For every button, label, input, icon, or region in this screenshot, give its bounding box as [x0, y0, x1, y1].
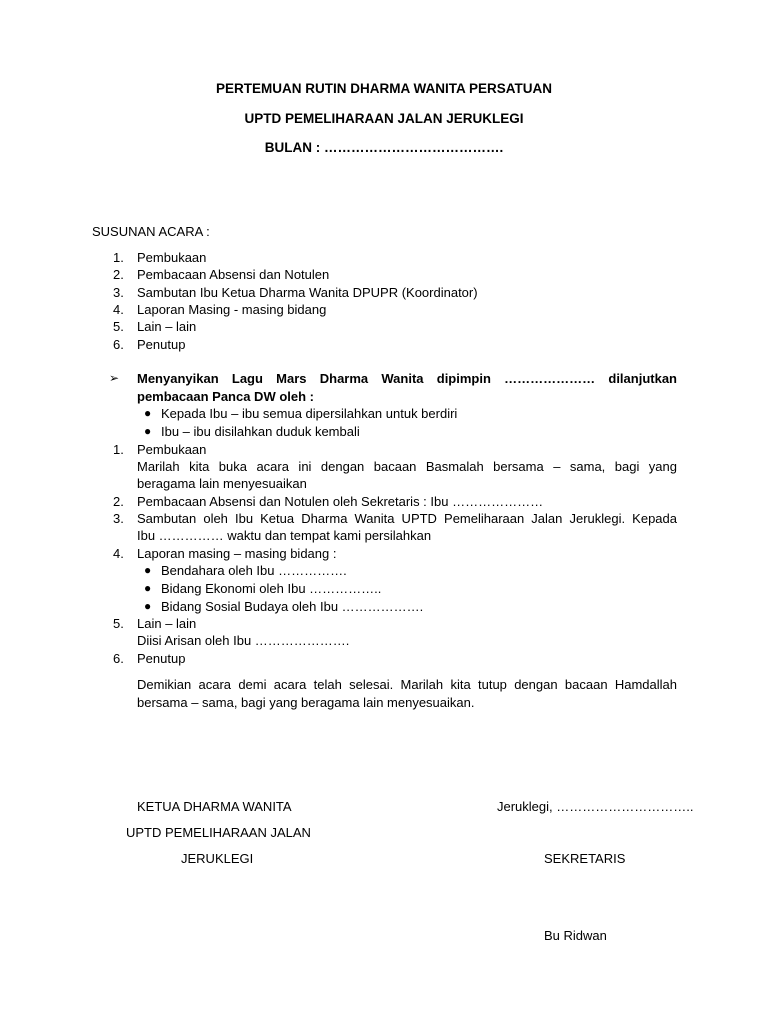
- list-item: Pembukaan: [137, 442, 207, 457]
- closing-line: bersama – sama, bagi yang beragama lain menyesuaikan.: [137, 695, 475, 710]
- list-number: 4.: [113, 546, 124, 561]
- list-item: Sambutan Ibu Ketua Dharma Wanita DPUPR (Koordinator): [137, 285, 478, 300]
- bullet-item: Kepada Ibu – ibu semua dipersilahkan untuk berdiri: [161, 406, 458, 421]
- list-item: Laporan Masing - masing bidang: [137, 302, 327, 317]
- bullet-icon: ●: [144, 424, 152, 438]
- list-number: 1.: [113, 442, 124, 457]
- paragraph-line: Diisi Arisan oleh Ibu ………………….: [137, 633, 350, 648]
- list-number: 6.: [113, 651, 124, 666]
- arrow-bullet-icon: ➢: [109, 371, 120, 385]
- signature-right-title: SEKRETARIS: [544, 851, 626, 866]
- list-item: Pembacaan Absensi dan Notulen oleh Sekretaris : Ibu …………………: [137, 494, 544, 509]
- bullet-icon: ●: [144, 563, 152, 577]
- list-number: 2.: [113, 267, 124, 282]
- list-number: 3.: [113, 511, 124, 526]
- signature-left-title: KETUA DHARMA WANITA: [137, 799, 292, 814]
- list-number: 6.: [113, 337, 124, 352]
- list-item: Lain – lain: [137, 319, 197, 334]
- list-number: 4.: [113, 302, 124, 317]
- list-item: Pembacaan Absensi dan Notulen: [137, 267, 330, 282]
- signature-name: Bu Ridwan: [544, 928, 607, 943]
- list-item: Laporan masing – masing bidang :: [137, 546, 337, 561]
- paragraph-line: Ibu …………… waktu dan tempat kami persilahkan: [137, 528, 432, 543]
- list-item: Sambutan oleh Ibu Ketua Dharma Wanita UPTD Pemeliharaan Jalan Jeruklegi. Kepada: [137, 511, 677, 526]
- bullet-item: Ibu – ibu disilahkan duduk kembali: [161, 424, 360, 439]
- signature-left-title: UPTD PEMELIHARAAN JALAN: [126, 825, 311, 840]
- paragraph-line: Marilah kita buka acara ini dengan bacaan Basmalah bersama – sama, bagi yang: [137, 459, 677, 474]
- list-item: Lain – lain: [137, 616, 197, 631]
- list-number: 5.: [113, 616, 124, 631]
- section-heading: SUSUNAN ACARA :: [92, 224, 210, 239]
- title-line-3: BULAN : ………………………………….: [264, 140, 504, 155]
- list-number: 5.: [113, 319, 124, 334]
- paragraph-line: Menyanyikan Lagu Mars Dharma Wanita dipimpin ………………… dilanjutkan: [137, 371, 677, 386]
- bullet-icon: ●: [144, 581, 152, 595]
- bullet-icon: ●: [144, 599, 152, 613]
- list-item: Penutup: [137, 337, 186, 352]
- bullet-icon: ●: [144, 406, 152, 420]
- list-number: 2.: [113, 494, 124, 509]
- signature-left-title: JERUKLEGI: [181, 851, 254, 866]
- title-line-1: PERTEMUAN RUTIN DHARMA WANITA PERSATUAN: [216, 81, 552, 96]
- paragraph-line: pembacaan Panca DW oleh :: [137, 389, 314, 404]
- signature-place-date: Jeruklegi, …………………………..: [497, 799, 694, 814]
- list-item: Penutup: [137, 651, 186, 666]
- title-line-2: UPTD PEMELIHARAAN JALAN JERUKLEGI: [244, 111, 524, 126]
- list-number: 1.: [113, 250, 124, 265]
- bullet-item: Bidang Sosial Budaya oleh Ibu ……………….: [161, 599, 424, 614]
- paragraph-line: beragama lain menyesuaikan: [137, 476, 307, 491]
- bullet-item: Bidang Ekonomi oleh Ibu ……………..: [161, 581, 382, 596]
- bullet-item: Bendahara oleh Ibu …………….: [161, 563, 347, 578]
- list-number: 3.: [113, 285, 124, 300]
- list-item: Pembukaan: [137, 250, 207, 265]
- closing-line: Demikian acara demi acara telah selesai. Marilah kita tutup dengan bacaan Hamdallah: [137, 677, 677, 692]
